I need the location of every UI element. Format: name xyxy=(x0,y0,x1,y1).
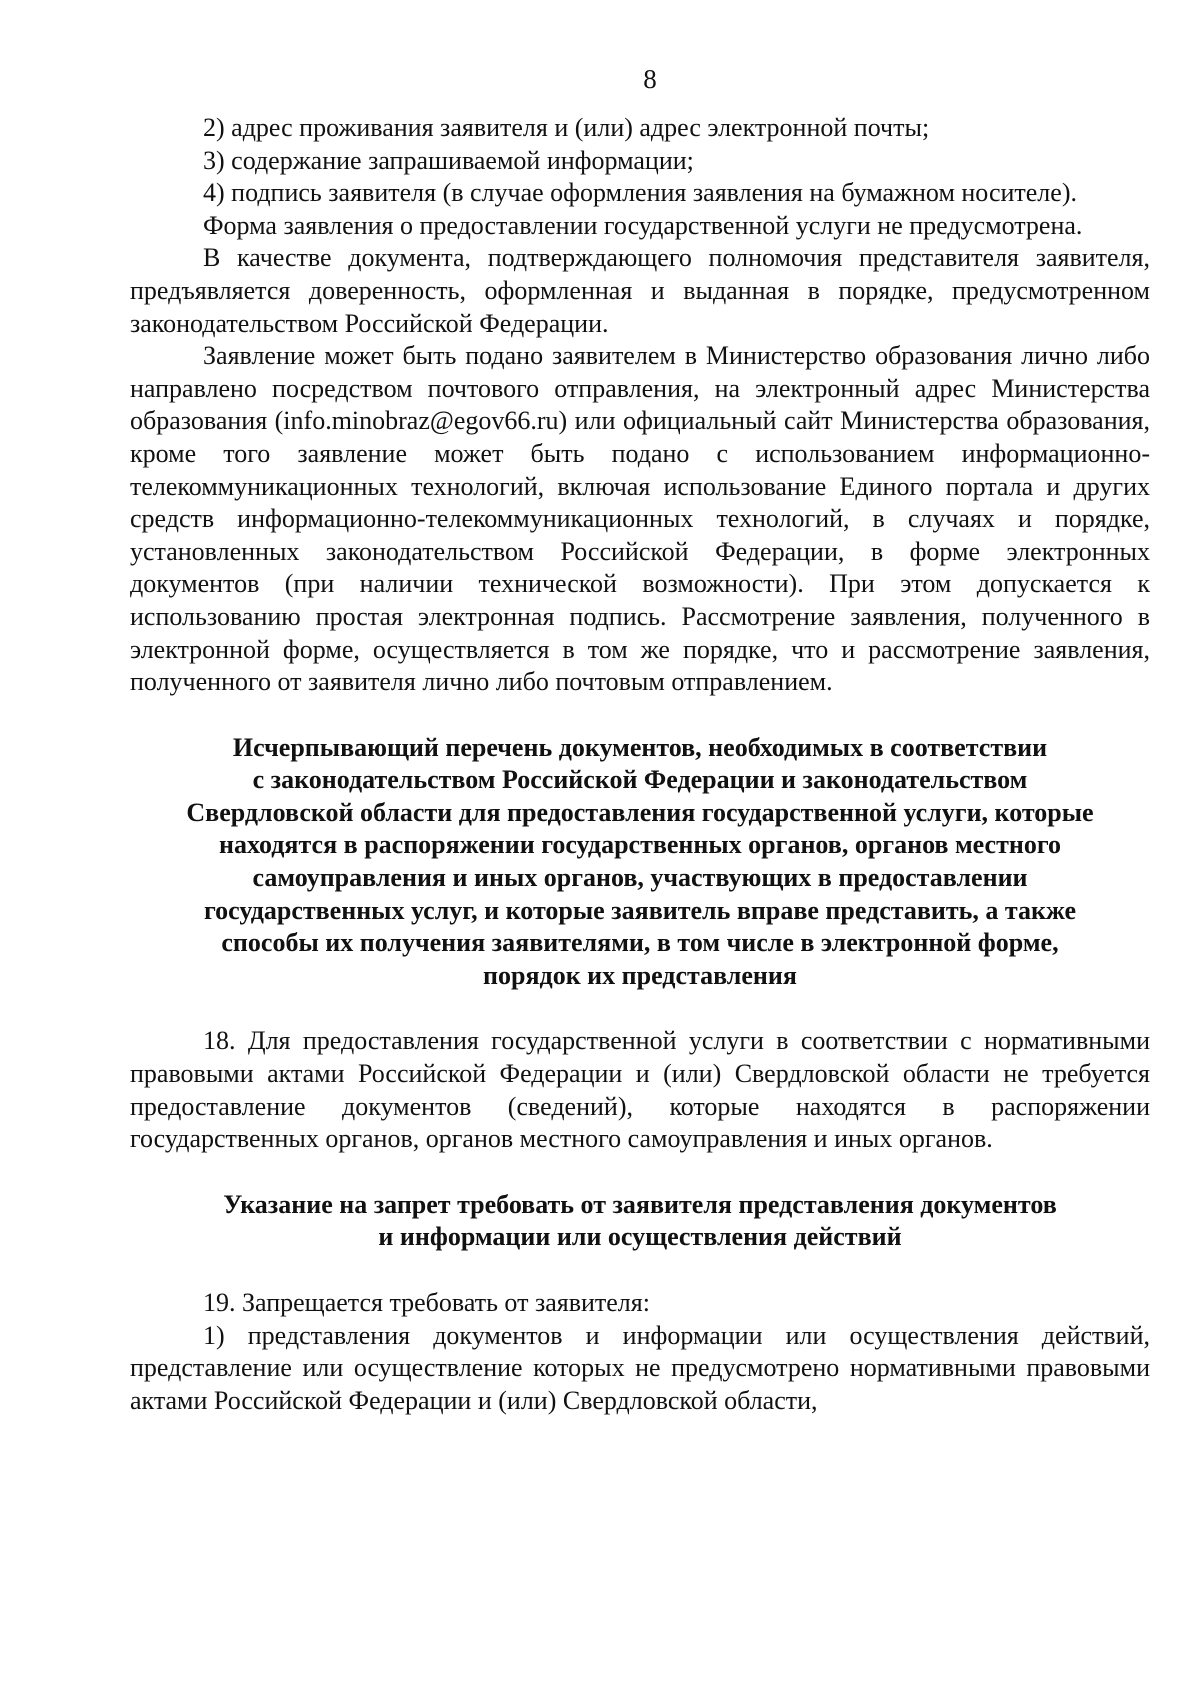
section-heading-document-list xyxy=(130,732,1150,993)
heading-line: находятся в распоряжении государственных органов, органов местного xyxy=(219,830,1061,860)
heading-line: и информации или осуществления действий xyxy=(378,1222,902,1252)
paragraph-19: 19. Запрещается требовать от заявителя: xyxy=(203,1288,650,1317)
heading-line: порядок их представления xyxy=(483,960,797,990)
heading-line: с законодательством Российской Федерации и законодательством xyxy=(252,765,1028,795)
list-item-signature: 4) подпись заявителя (в случае оформления заявления на бумажном носителе). xyxy=(203,178,1077,208)
heading-line: Свердловской области для предоставления государственной услуги, которые xyxy=(186,797,1094,827)
heading-line: Указание на запрет требовать от заявителя представления документов xyxy=(223,1189,1057,1219)
heading-line: самоуправления и иных органов, участвующих в предоставлении xyxy=(252,863,1028,893)
heading-line: способы их получения заявителями, в том числе в электронной форме, xyxy=(221,928,1059,958)
paragraph-18: 18. Для предоставления государственной услуги в соответствии с нормативными правовыми актами Российской Федерации и (или) Свердловской области не требуется предоставление документов (сведений), которые находятся в распоряжении государственных органов, органов местного самоуправления и иных органов. xyxy=(130,1026,1150,1154)
section-heading-prohibition xyxy=(130,1189,1150,1254)
paragraph-19-item-1: 1) представления документов и информации или осуществления действий, представление или осуществление которых не предусмотрено нормативными правовыми актами Российской Федерации и (или) Свердловской области, xyxy=(130,1320,1150,1415)
list-item-content: 3) содержание запрашиваемой информации; xyxy=(203,145,694,175)
heading-line: государственных услуг, и которые заявитель вправе представить, а также xyxy=(203,895,1076,925)
paragraph-application-submission: Заявление может быть подано заявителем в Министерство образования лично либо направлено посредством почтового отправления, на электронный адрес Министерства образования (info.minobraz@egov66.ru) или официальный сайт Министерства образования, кроме того заявление может быть подано с использованием информационно-телекоммуникационных технологий, включая использование Единого портала и других средств информационно-телекоммуникационных технологий, в случаях и порядке, установленных законодательством Российской Федерации, в форме электронных документов (при наличии технической возможности). При этом допускается к использованию простая электронная подпись. Рассмотрение заявления, полученного в электронной форме, осуществляется в том же порядке, что и рассмотрение заявления, полученного от заявителя лично либо почтовым отправлением. xyxy=(130,341,1150,697)
paragraph-form-not-provided: Форма заявления о предоставлении государственной услуги не предусмотрена. xyxy=(203,210,1083,240)
paragraph-representative-document: В качестве документа, подтверждающего полномочия представителя заявителя, предъявляется доверенность, оформленная и выданная в порядке, предусмотренном законодательством Российской Федерации. xyxy=(130,243,1150,338)
list-item-address: 2) адрес проживания заявителя и (или) адрес электронной почты; xyxy=(203,113,930,142)
heading-line: Исчерпывающий перечень документов, необходимых в соответствии xyxy=(232,732,1048,762)
page-number: 8 xyxy=(643,64,657,94)
